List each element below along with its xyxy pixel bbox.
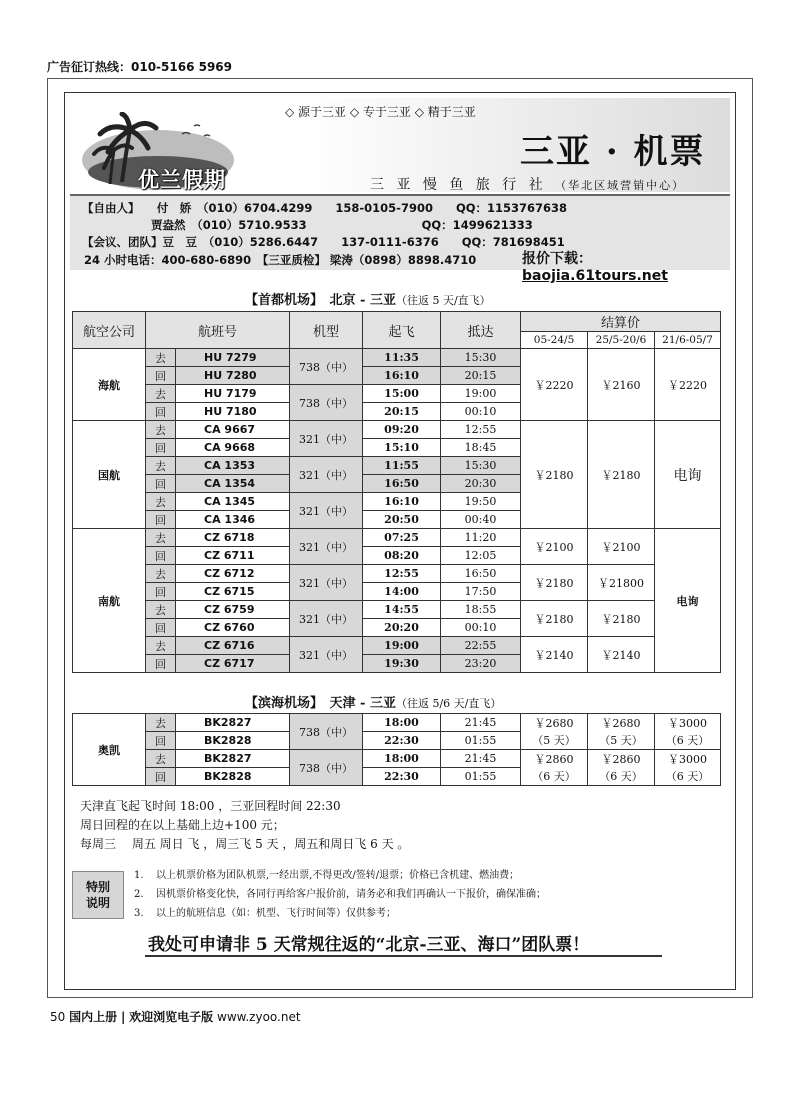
arrival-time: 12:55 (441, 421, 521, 439)
price: ￥2860 (588, 750, 655, 768)
flight-number: CZ 6712 (176, 565, 290, 583)
departure-time: 18:00 (363, 750, 441, 768)
list-item: 2. 因机票价格变化快，各同行再给客户报价前，请务必和我们再确认一下报价，确保准确； (134, 889, 546, 900)
price: （6 天） (655, 732, 721, 750)
flight-number: BK2827 (176, 714, 290, 732)
flight-number: BK2827 (176, 750, 290, 768)
price: ￥2220 (655, 349, 721, 421)
departure-time: 08:20 (363, 547, 441, 565)
price: ￥2140 (521, 637, 588, 673)
col-departure: 起飞 (363, 312, 441, 349)
departure-time: 16:10 (363, 493, 441, 511)
list-item: 3. 以上的航班信息（如：机型、飞行时间等）仅供参考； (134, 908, 396, 919)
aircraft-type: 321（中） (290, 637, 363, 673)
price: （5 天） (588, 732, 655, 750)
footer-site[interactable]: www.zyoo.net (217, 1010, 301, 1024)
contact-line-3: 【会议、团队】豆 豆 （010）5286.6447 137-0111-6376 QQ：781698451 (82, 235, 565, 249)
arrival-time: 00:10 (441, 619, 521, 637)
price: ￥2180 (588, 601, 655, 637)
aircraft-type: 321（中） (290, 457, 363, 493)
beijing-heading-title: 【首都机场】 北京 - 三亚 (245, 293, 396, 308)
flight-number: CA 1346 (176, 511, 290, 529)
direction: 去 (146, 750, 176, 768)
direction: 回 (146, 367, 176, 385)
col-arrival: 抵达 (441, 312, 521, 349)
table-row (73, 565, 721, 583)
direction: 去 (146, 637, 176, 655)
col-airline: 航空公司 (73, 312, 146, 349)
arrival-time: 22:55 (441, 637, 521, 655)
aircraft-type: 321（中） (290, 493, 363, 529)
footer-separator: | (120, 1010, 126, 1024)
departure-time: 11:35 (363, 349, 441, 367)
flight-number: BK2828 (176, 768, 290, 786)
flight-number: BK2828 (176, 732, 290, 750)
direction: 回 (146, 403, 176, 421)
download-label: 报价下载： (522, 251, 592, 267)
arrival-time: 01:55 (441, 732, 521, 750)
tianjin-notes (80, 797, 409, 854)
special-item: 以上的航班信息（如：机型、飞行时间等）仅供参考； (156, 908, 396, 919)
aircraft-type: 321（中） (290, 601, 363, 637)
direction: 回 (146, 475, 176, 493)
arrival-time: 19:50 (441, 493, 521, 511)
flight-number: CA 1345 (176, 493, 290, 511)
price: ￥2160 (588, 349, 655, 421)
direction: 去 (146, 457, 176, 475)
arrival-time: 18:55 (441, 601, 521, 619)
arrival-time: 20:15 (441, 367, 521, 385)
direction: 回 (146, 547, 176, 565)
table-row (73, 637, 721, 655)
arrival-time: 12:05 (441, 547, 521, 565)
departure-time: 11:55 (363, 457, 441, 475)
departure-time: 16:10 (363, 367, 441, 385)
price: ￥2140 (588, 637, 655, 673)
departure-time: 22:30 (363, 768, 441, 786)
arrival-time: 21:45 (441, 750, 521, 768)
download-url[interactable]: baojia.61tours.net (522, 268, 668, 284)
banner-underline (145, 955, 662, 957)
airline-name: 国航 (73, 421, 146, 529)
departure-time: 15:00 (363, 385, 441, 403)
direction: 去 (146, 529, 176, 547)
tianjin-heading (245, 692, 501, 711)
beijing-heading (245, 289, 491, 308)
departure-time: 14:00 (363, 583, 441, 601)
page-number: 50 (50, 1010, 66, 1024)
departure-time: 19:00 (363, 637, 441, 655)
aircraft-type: 738（中） (290, 714, 363, 750)
footer-slogan: 欢迎浏览电子版 (129, 1010, 214, 1024)
flight-number: HU 7179 (176, 385, 290, 403)
departure-time: 22:30 (363, 732, 441, 750)
aircraft-type: 738（中） (290, 385, 363, 421)
footer (50, 1008, 301, 1025)
flight-number: CA 1353 (176, 457, 290, 475)
arrival-time: 21:45 (441, 714, 521, 732)
departure-time: 12:55 (363, 565, 441, 583)
flight-number: CZ 6711 (176, 547, 290, 565)
direction: 回 (146, 655, 176, 673)
table-row (73, 421, 721, 439)
download-link[interactable] (522, 248, 730, 284)
slogan: ◇ 源于三亚 ◇ 专于三亚 ◇ 精于三亚 (285, 105, 476, 119)
table-row (73, 732, 721, 750)
company-name (370, 174, 685, 194)
flight-number: CZ 6715 (176, 583, 290, 601)
table-row (73, 601, 721, 619)
departure-time: 19:30 (363, 655, 441, 673)
book-name: 国内上册 (69, 1010, 118, 1024)
direction: 回 (146, 768, 176, 786)
aircraft-type: 738（中） (290, 349, 363, 385)
price: ￥2180 (521, 421, 588, 529)
arrival-time: 16:50 (441, 565, 521, 583)
direction: 回 (146, 439, 176, 457)
flight-number: CZ 6716 (176, 637, 290, 655)
arrival-time: 00:10 (441, 403, 521, 421)
arrival-time: 17:50 (441, 583, 521, 601)
flight-number: CZ 6717 (176, 655, 290, 673)
arrival-time: 11:20 (441, 529, 521, 547)
arrival-time: 20:30 (441, 475, 521, 493)
period-2: 25/5-20/6 (588, 332, 655, 349)
direction: 回 (146, 511, 176, 529)
departure-time: 16:50 (363, 475, 441, 493)
group-ticket-banner: 我处可申请非 5 天常规往返的“北京-三亚、海口”团队票！ (148, 935, 590, 955)
note-line: 天津直飞起飞时间 18:00 ，三亚回程时间 22:30 (80, 799, 341, 813)
tianjin-fare-table (72, 713, 721, 786)
airline-name: 奥凯 (73, 714, 146, 786)
price: ￥3000 (655, 750, 721, 768)
arrival-time: 01:55 (441, 768, 521, 786)
flight-number: CZ 6759 (176, 601, 290, 619)
price: （6 天） (655, 768, 721, 786)
direction: 回 (146, 583, 176, 601)
hotline-24h: 24 小时电话：400-680-6890 【三亚质检】 梁涛（0898）8898.4710 (84, 253, 477, 267)
period-3: 21/6-05/7 (655, 332, 721, 349)
flight-number: CZ 6760 (176, 619, 290, 637)
tianjin-heading-note: （往返 5/6 天/直飞） (395, 697, 502, 710)
table-row (73, 529, 721, 547)
direction: 回 (146, 732, 176, 750)
price: ￥21800 (588, 565, 655, 601)
airline-name: 南航 (73, 529, 146, 673)
price: ￥2680 (588, 714, 655, 732)
flight-number: CA 9667 (176, 421, 290, 439)
price: ￥2180 (588, 421, 655, 529)
special-notes-list (134, 866, 546, 923)
price: 电询 (655, 529, 721, 673)
price: （6 天） (521, 768, 588, 786)
direction: 去 (146, 493, 176, 511)
special-item: 因机票价格变化快，各同行再给客户报价前，请务必和我们再确认一下报价，确保准确； (156, 889, 546, 900)
page-title: 三亚 · 机票 (520, 132, 706, 172)
note-line: 每周三 周五 周日 飞 ，周三飞 5 天 ，周五和周日飞 6 天 。 (80, 837, 410, 851)
price: ￥2100 (588, 529, 655, 565)
header (70, 98, 730, 284)
contact-panel (70, 194, 730, 284)
aircraft-type: 321（中） (290, 565, 363, 601)
arrival-time: 15:30 (441, 349, 521, 367)
departure-time: 20:20 (363, 619, 441, 637)
price: ￥3000 (655, 714, 721, 732)
arrival-time: 18:45 (441, 439, 521, 457)
special-label-text: 特别说明 (85, 880, 110, 910)
flight-number: HU 7279 (176, 349, 290, 367)
aircraft-type: 738（中） (290, 750, 363, 786)
aircraft-type: 321（中） (290, 421, 363, 457)
price: 电询 (655, 421, 721, 529)
beijing-fare-table (72, 311, 721, 673)
price: （6 天） (588, 768, 655, 786)
airline-name: 海航 (73, 349, 146, 421)
departure-time: 20:15 (363, 403, 441, 421)
special-item: 以上机票价格为团队机票,一经出票,不得更改/签转/退票；价格已含机建、燃油费； (156, 870, 520, 881)
list-item: 1. 以上机票价格为团队机票,一经出票,不得更改/签转/退票；价格已含机建、燃油费； (134, 870, 520, 881)
direction: 去 (146, 601, 176, 619)
col-price: 结算价 (521, 312, 721, 332)
direction: 去 (146, 385, 176, 403)
special-notes-label (72, 871, 124, 919)
flight-number: HU 7180 (176, 403, 290, 421)
direction: 去 (146, 714, 176, 732)
aircraft-type: 321（中） (290, 529, 363, 565)
logo-text: 优兰假期 (138, 168, 226, 192)
ad-hotline: 广告征订热线：010-5166 5969 (47, 60, 233, 74)
price: ￥2680 (521, 714, 588, 732)
arrival-time: 23:20 (441, 655, 521, 673)
company-label: 三 亚 慢 鱼 旅 行 社 (370, 177, 547, 193)
company-note: （华北区域营销中心） (555, 179, 686, 192)
flight-number: HU 7280 (176, 367, 290, 385)
col-type: 机型 (290, 312, 363, 349)
price: ￥2100 (521, 529, 588, 565)
direction: 去 (146, 565, 176, 583)
arrival-time: 19:00 (441, 385, 521, 403)
table-row (73, 750, 721, 768)
departure-time: 14:55 (363, 601, 441, 619)
tianjin-heading-title: 【滨海机场】 天津 - 三亚 (245, 696, 396, 711)
departure-time: 18:00 (363, 714, 441, 732)
arrival-time: 00:40 (441, 511, 521, 529)
direction: 去 (146, 421, 176, 439)
period-1: 05-24/5 (521, 332, 588, 349)
table-row (73, 349, 721, 367)
price: ￥2220 (521, 349, 588, 421)
departure-time: 09:20 (363, 421, 441, 439)
beijing-heading-note: （往返 5 天/直飞） (395, 294, 491, 307)
price: ￥2860 (521, 750, 588, 768)
table-row (73, 768, 721, 786)
departure-time: 20:50 (363, 511, 441, 529)
arrival-time: 15:30 (441, 457, 521, 475)
table-row (73, 714, 721, 732)
direction: 回 (146, 619, 176, 637)
departure-time: 15:10 (363, 439, 441, 457)
price: ￥2180 (521, 565, 588, 601)
departure-time: 07:25 (363, 529, 441, 547)
direction: 去 (146, 349, 176, 367)
price: ￥2180 (521, 601, 588, 637)
flight-number: CA 9668 (176, 439, 290, 457)
flight-number: CZ 6718 (176, 529, 290, 547)
contact-line-1: 【自由人】 付 娇 （010）6704.4299 158-0105-7900 QQ：1153767638 (82, 201, 568, 215)
flight-number: CA 1354 (176, 475, 290, 493)
price: （5 天） (521, 732, 588, 750)
note-line: 周日回程的在以上基础上边+100 元； (80, 818, 285, 832)
contact-line-2: 贾盎然 （010）5710.9533 QQ：1499621333 (82, 218, 533, 232)
logo (82, 112, 234, 192)
col-flight: 航班号 (146, 312, 290, 349)
